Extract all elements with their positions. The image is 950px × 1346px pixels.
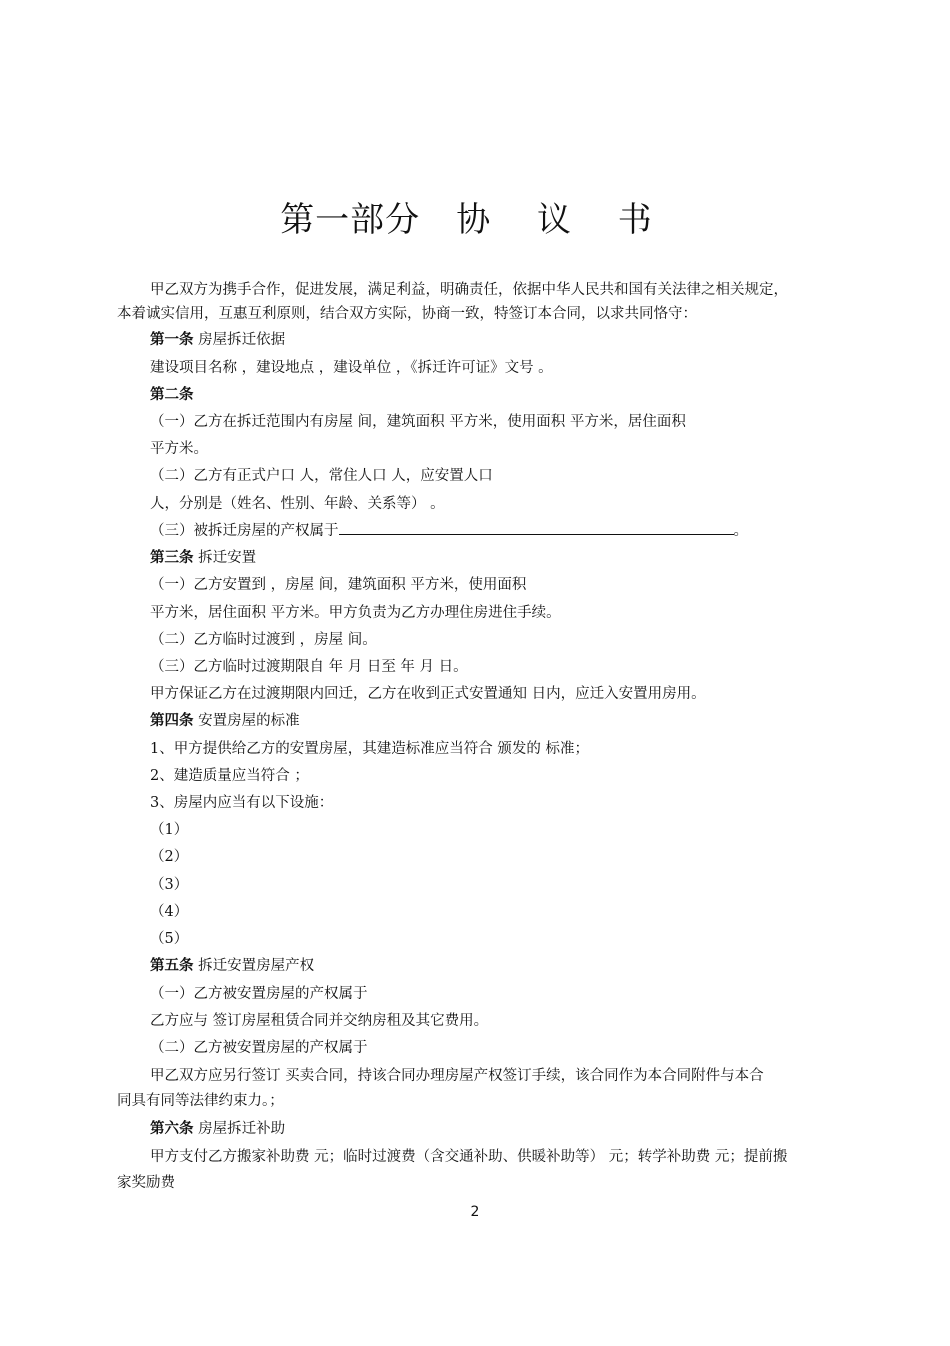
article-3-line-3: （二）乙方临时过渡到 ，房屋 间。: [150, 632, 377, 648]
article-4-line-3: 3、房屋内应当有以下设施：: [150, 795, 334, 811]
page-number: 2: [470, 1204, 480, 1220]
article-3-number: 第三条: [150, 550, 194, 566]
article-6-line-2: 家奖励费: [117, 1175, 175, 1191]
article-3-line-2: 平方米，居住面积 平方米。甲方负责为乙方办理住房进住手续。: [150, 605, 561, 621]
article-2-heading: [150, 385, 194, 405]
article-5-line-1: （一）乙方被安置房屋的产权属于: [150, 986, 368, 1002]
intro-line-1: 甲乙双方为携手合作，促进发展，满足利益，明确责任，依据中华人民共和国有关法律之相关规定，: [150, 282, 788, 298]
article-2-line-2: 平方米。: [150, 441, 208, 457]
article-2-line-5: [150, 521, 748, 541]
article-3-heading: [150, 548, 256, 568]
article-6-title: 房屋拆迁补助: [198, 1121, 286, 1137]
article-5-line-5: 同具有同等法律约束力。；: [117, 1093, 284, 1109]
article-2-line-5-end: 。: [733, 523, 748, 539]
article-2-line-3: （二）乙方有正式户口 人，常住人口 人，应安置人口: [150, 468, 493, 484]
article-4-heading: [150, 711, 300, 731]
facility-item-3: （3）: [150, 877, 189, 893]
article-6-heading: [150, 1119, 285, 1139]
article-2-line-4: 人，分别是（姓名、性别、年龄、关系等） 。: [150, 496, 445, 512]
article-4-title: 安置房屋的标准: [198, 713, 300, 729]
article-4-number: 第四条: [150, 713, 194, 729]
title-name: 协 议 书: [456, 200, 670, 240]
article-3-title: 拆迁安置: [198, 550, 257, 566]
facility-item-2: （2）: [150, 849, 189, 865]
article-1-number: 第一条: [150, 332, 194, 348]
article-3-line-1: （一）乙方安置到 ，房屋 间，建筑面积 平方米，使用面积: [150, 577, 527, 593]
article-3-line-5: 甲方保证乙方在过渡期限内回迁，乙方在收到正式安置通知 日内，应迁入安置用房用。: [150, 686, 706, 702]
ownership-blank: [339, 522, 734, 535]
article-3-line-4: （三）乙方临时过渡期限自 年 月 日至 年 月 日。: [150, 659, 468, 675]
title-part: 第一部分: [280, 200, 421, 240]
article-4-line-1: 1、甲方提供给乙方的安置房屋，其建造标准应当符合 颁发的 标准；: [150, 741, 589, 757]
article-1-heading: [150, 330, 285, 350]
article-5-line-2: 乙方应与 签订房屋租赁合同并交纳房租及其它费用。: [150, 1013, 489, 1029]
article-5-title: 拆迁安置房屋产权: [198, 958, 315, 974]
page-title: [0, 192, 950, 241]
article-2-number: 第二条: [150, 387, 194, 403]
facility-item-4: （4）: [150, 904, 189, 920]
article-4-line-2: 2、建造质量应当符合 ；: [150, 768, 309, 784]
article-5-heading: [150, 956, 314, 976]
article-5-number: 第五条: [150, 958, 194, 974]
facility-item-1: （1）: [150, 822, 189, 838]
article-5-line-4: 甲乙双方应另行签订 买卖合同，持该合同办理房屋产权签订手续，该合同作为本合同附件与本合: [150, 1068, 764, 1084]
article-6-line-1: 甲方支付乙方搬家补助费 元；临时过渡费（含交通补助、供暖补助等） 元；转学补助费 元；提前搬: [150, 1149, 788, 1165]
article-6-number: 第六条: [150, 1121, 194, 1137]
article-5-line-3: （二）乙方被安置房屋的产权属于: [150, 1040, 368, 1056]
article-1-line-1: 建设项目名称 ，建设地点 ，建设单位 ，《拆迁许可证》文号 。: [150, 360, 553, 376]
article-2-line-5-text: （三）被拆迁房屋的产权属于: [150, 523, 339, 539]
article-2-line-1: （一）乙方在拆迁范围内有房屋 间，建筑面积 平方米，使用面积 平方米，居住面积: [150, 414, 686, 430]
intro-line-2: 本着诚实信用，互惠互利原则，结合双方实际，协商一致，特签订本合同，以求共同恪守：: [117, 306, 697, 322]
facility-item-5: （5）: [150, 931, 189, 947]
article-1-title: 房屋拆迁依据: [198, 332, 286, 348]
